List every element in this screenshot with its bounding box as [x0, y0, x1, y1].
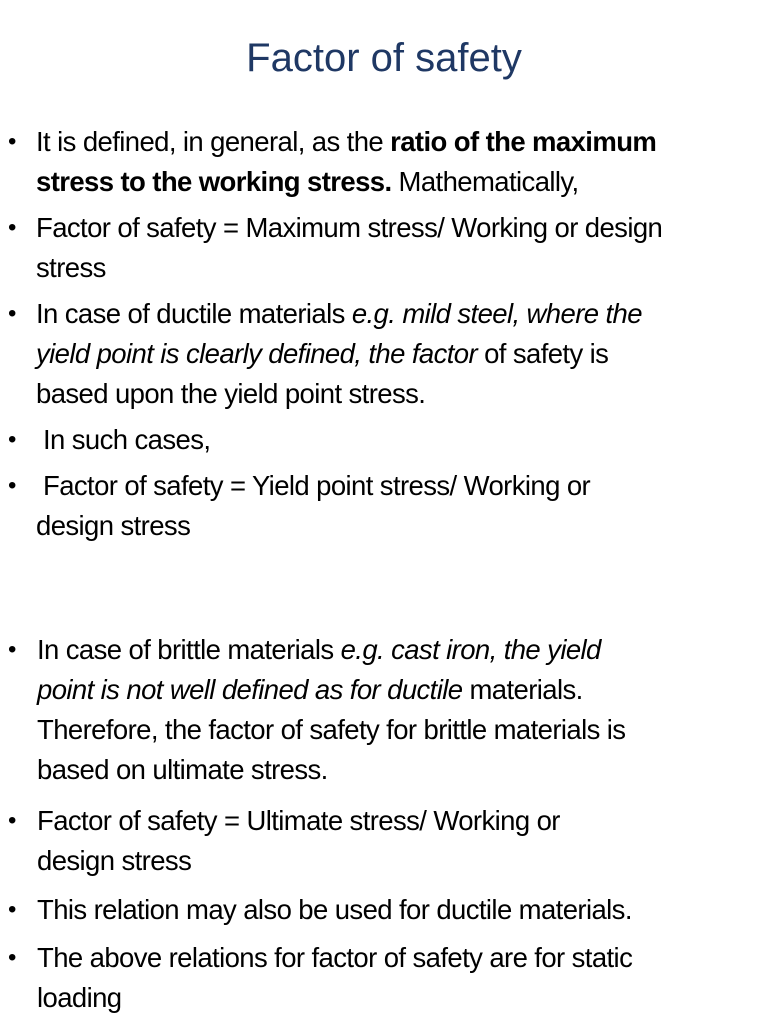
text-run: materials. [462, 674, 583, 705]
bullet-text [37, 938, 632, 1018]
bullet-line [36, 162, 656, 202]
text-run-italic: e.g. cast iron, the yield [340, 634, 601, 665]
text-run: In case of brittle materials [37, 634, 341, 665]
text-run-italic: point is not well defined as for ductile [37, 674, 463, 705]
bullet-text [36, 466, 590, 546]
bullet-line: The above relations for factor of safety are for static [37, 942, 633, 973]
bullet-text [37, 630, 625, 790]
bullet-dot-icon: • [8, 472, 16, 499]
bullet-dot-icon: • [8, 944, 16, 971]
bullet-line: Factor of safety = Ultimate stress/ Working or [37, 805, 560, 836]
bullet-dot-icon: • [8, 128, 16, 155]
bullet-line: design stress [37, 845, 192, 876]
text-run-bold: stress to the working stress. [36, 166, 392, 197]
bullet-line: stress [36, 252, 106, 283]
bullet-text [37, 890, 632, 930]
text-run: In case of ductile materials [36, 298, 352, 329]
bullet-line [36, 294, 642, 334]
slide-title: Factor of safety [246, 36, 522, 80]
bullet-line: Factor of safety = Yield point stress/ Working or [43, 470, 591, 501]
text-run-bold: ratio of the maximum [390, 126, 657, 157]
bullet-dot-icon: • [8, 636, 16, 663]
bullet-line [36, 122, 656, 162]
text-run: Mathematically, [391, 166, 579, 197]
bullet-line: Therefore, the factor of safety for brittle materials is [37, 714, 626, 745]
text-run-italic: yield point is clearly defined, the factor [36, 338, 478, 369]
bullet-text [36, 294, 642, 414]
bullet-dot-icon: • [8, 214, 16, 241]
bullet-line: Factor of safety = Maximum stress/ Working or design [36, 212, 663, 243]
bullet-dot-icon: • [8, 807, 16, 834]
text-run: of safety is [477, 338, 609, 369]
bullet-line: based on ultimate stress. [37, 754, 328, 785]
bullet-line: based upon the yield point stress. [36, 378, 426, 409]
bullet-text [36, 420, 210, 460]
bullet-line [36, 334, 642, 374]
bullet-line: loading [37, 982, 122, 1013]
bullet-text [36, 122, 656, 202]
bullet-dot-icon: • [8, 426, 16, 453]
bullet-line [37, 670, 625, 710]
text-run: It is defined, in general, as the [36, 126, 391, 157]
bullet-line: In such cases, [43, 424, 211, 455]
bullet-line: This relation may also be used for ductile materials. [37, 894, 632, 925]
bullet-dot-icon: • [8, 896, 16, 923]
bullet-dot-icon: • [8, 300, 16, 327]
bullet-line [37, 630, 625, 670]
text-run-italic: e.g. mild steel, where the [351, 298, 642, 329]
bullet-text [36, 208, 662, 288]
bullet-line: design stress [36, 510, 191, 541]
bullet-text [37, 801, 560, 881]
